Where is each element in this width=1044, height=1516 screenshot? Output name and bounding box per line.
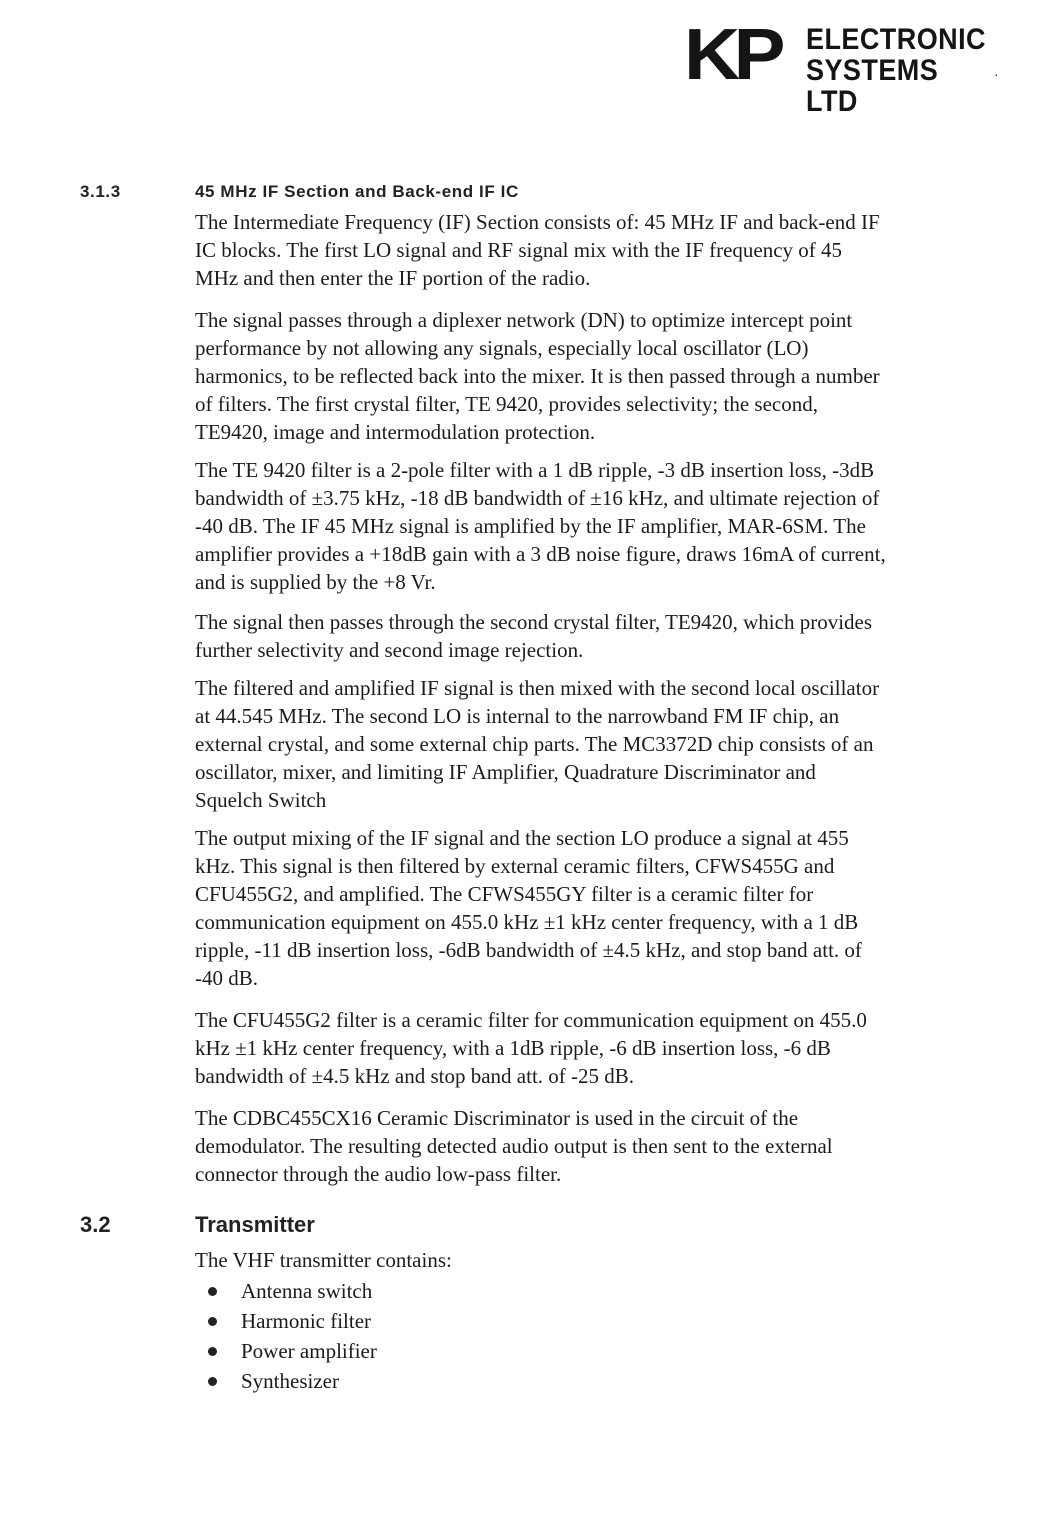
list-item <box>202 1306 377 1336</box>
paragraph <box>195 674 985 814</box>
paragraph-text: The CDBC455CX16 Ceramic Discriminator is used in the circuit of the demodulator. The resulting detected audio output is then sent to the external connector through the audio low-pass filter. <box>195 1106 833 1186</box>
paragraph-text: The TE 9420 filter is a 2-pole filter with a 1 dB ripple, -3 dB insertion loss, -3dB bandwidth of ±3.75 kHz, -18 dB bandwidth of ±16 kHz, and ultimate rejection of -40 dB. The IF 45 MHz signal is amplified by the IF amplifier, MAR-6SM. The amplifier provides a +18dB gain with a 3 dB noise figure, draws 16mA of current, and is supplied by the +8 Vr. <box>195 458 886 594</box>
logo-line-1: ELECTRONIC <box>806 23 986 56</box>
paragraph <box>195 1104 985 1188</box>
list-item <box>202 1276 377 1306</box>
section-number: 3.1.3 <box>80 182 121 201</box>
company-logo <box>684 15 1014 118</box>
list-item-text: Harmonic filter <box>241 1309 372 1333</box>
paragraph <box>195 208 985 292</box>
list-item-text: Antenna switch <box>241 1279 373 1303</box>
bullet-icon <box>208 1287 217 1296</box>
logo-mark: KP <box>684 15 780 95</box>
logo-dot: · <box>994 66 999 82</box>
list-item-text: Power amplifier <box>241 1339 377 1363</box>
logo-wordmark <box>806 24 993 117</box>
paragraph-text: The signal passes through a diplexer network (DN) to optimize intercept point performance by not allowing any signals, especially local oscillator (LO) harmonics, to be reflected back into the mixer. It is then passed through a number of filters. The first crystal filter, TE 9420, provides selectivity; the second, TE9420, image and intermodulation protection. <box>195 308 880 444</box>
logo-line-2: SYSTEMS LTD <box>806 54 939 118</box>
paragraph-text: The output mixing of the IF signal and the section LO produce a signal at 455 kHz. This signal is then filtered by external ceramic filters, CFWS455G and CFU455G2, and amplified. The CFWS455GY filter is a ceramic filter for communication equipment on 455.0 kHz ±1 kHz center frequency, with a 1 dB ripple, -11 dB insertion loss, -6dB bandwidth of ±4.5 kHz, and stop band att. of -40 dB. <box>195 826 862 990</box>
bullet-icon <box>208 1377 217 1386</box>
section-number: 3.2 <box>80 1212 111 1237</box>
section-title: 45 MHz IF Section and Back-end IF IC <box>195 182 519 201</box>
list-item-text: Synthesizer <box>241 1369 339 1393</box>
bullet-icon <box>208 1347 217 1356</box>
paragraph <box>195 306 985 446</box>
paragraph-text: The Intermediate Frequency (IF) Section consists of: 45 MHz IF and back-end IF IC blocks. The first LO signal and RF signal mix with the IF frequency of 45 MHz and then enter the IF portion of the radio. <box>195 210 880 290</box>
list-item <box>202 1366 377 1396</box>
paragraph <box>195 608 985 664</box>
bullet-list <box>202 1276 377 1396</box>
bullet-icon <box>208 1317 217 1326</box>
paragraph-text: The signal then passes through the second crystal filter, TE9420, which provides further selectivity and second image rejection. <box>195 610 873 662</box>
paragraph <box>195 824 985 992</box>
paragraph-text: The CFU455G2 filter is a ceramic filter for communication equipment on 455.0 kHz ±1 kHz center frequency, with a 1dB ripple, -6 dB insertion loss, -6 dB bandwidth of ±4.5 kHz and stop band att. of -25 dB. <box>195 1008 867 1088</box>
paragraph-text: The filtered and amplified IF signal is then mixed with the second local oscillator at 44.545 MHz. The second LO is internal to the narrowband FM IF chip, an external crystal, and some external chip parts. The MC3372D chip consists of an oscillator, mixer, and limiting IF Amplifier, Quadrature Discriminator and Squelch Switch <box>195 676 880 812</box>
paragraph <box>195 1246 985 1274</box>
paragraph <box>195 456 985 596</box>
paragraph <box>195 1006 985 1090</box>
paragraph-text: The VHF transmitter contains: <box>195 1248 452 1272</box>
section-title: Transmitter <box>195 1212 315 1237</box>
list-item <box>202 1336 377 1366</box>
